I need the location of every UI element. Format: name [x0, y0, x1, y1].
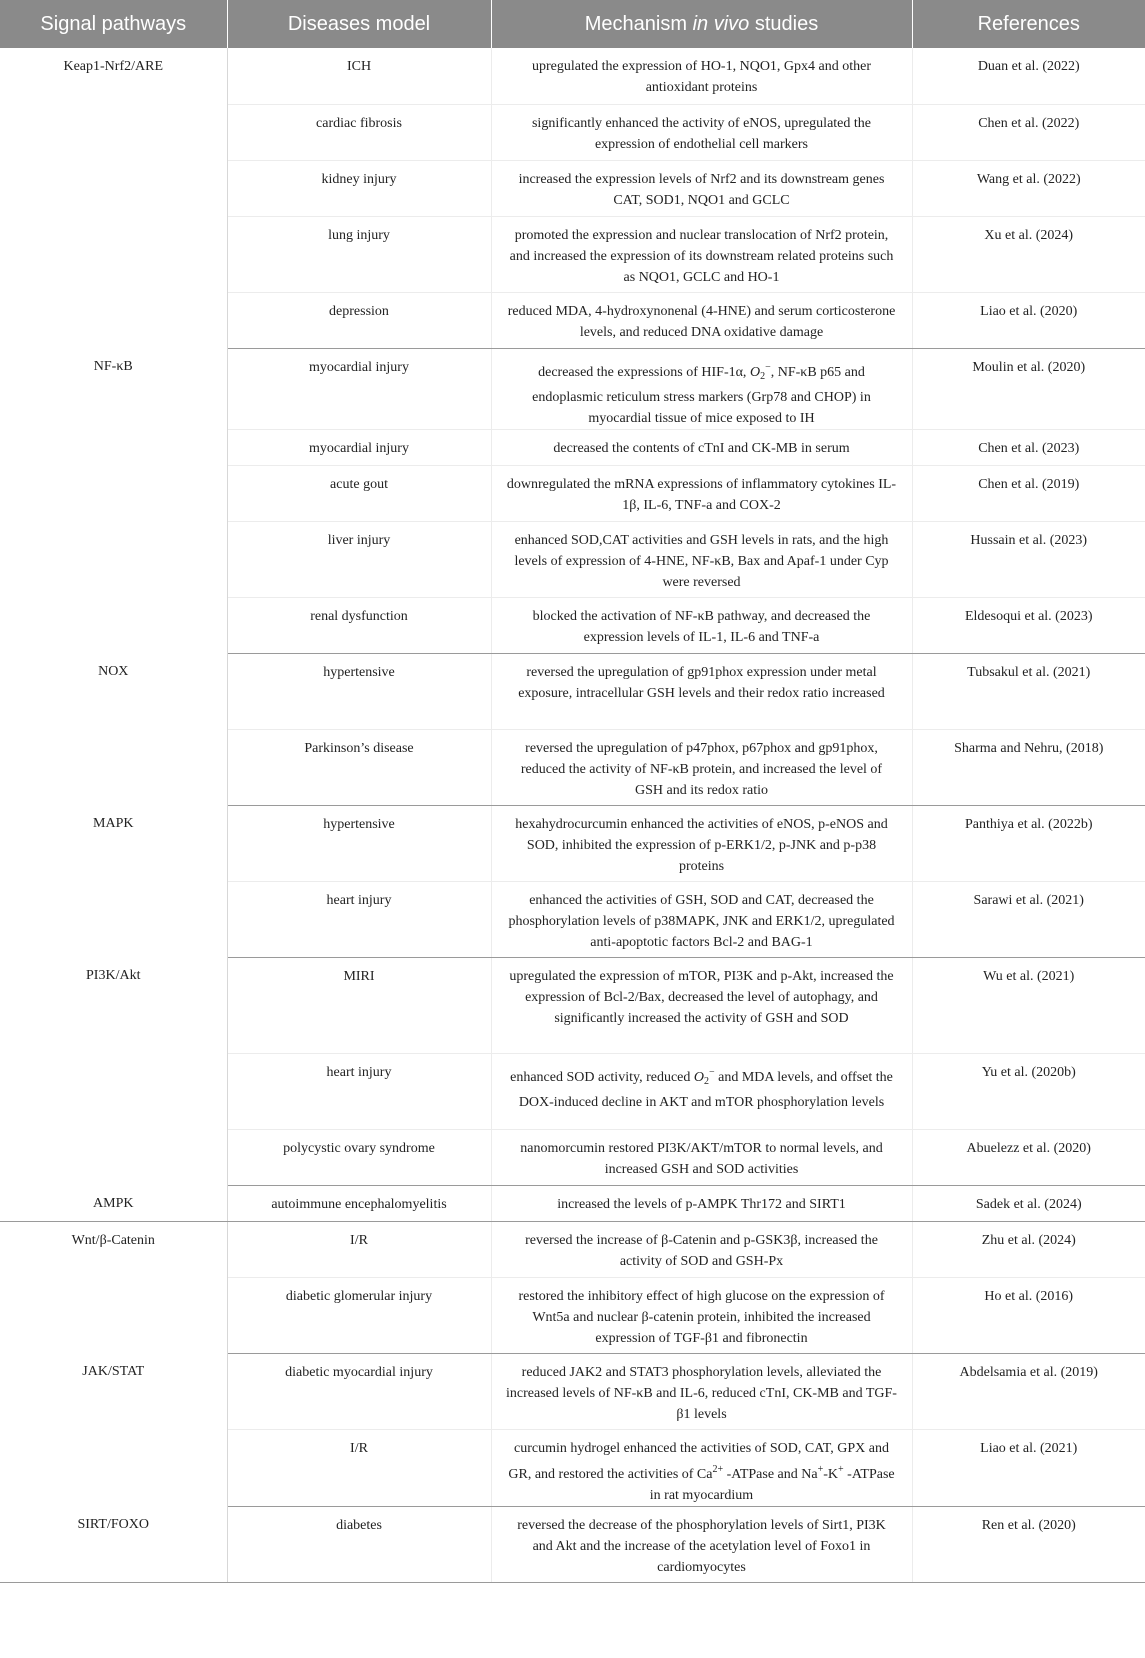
mechanism-cell: enhanced the activities of GSH, SOD and CAT, decreased the phosphorylation levels of p38MAPK, JNK and ERK1/2, upregulated anti-apoptotic factors Bcl-2 and BAG-1 [491, 881, 912, 957]
mechanism-cell: significantly enhanced the activity of eNOS, upregulated the expression of endothelial cell markers [491, 104, 912, 160]
pathway-cell: NF-κB [0, 348, 227, 653]
reference-cell: Wu et al. (2021) [912, 957, 1145, 1053]
table-row [0, 1221, 1145, 1277]
subscript: 2 [760, 370, 766, 382]
disease-model-cell: lung injury [227, 216, 491, 292]
disease-model-cell: acute gout [227, 465, 491, 521]
pathway-cell: NOX [0, 653, 227, 805]
mechanism-cell: enhanced SOD,CAT activities and GSH levels in rats, and the high levels of expression of 4-HNE, NF-κB, Bax and Apaf-1 under Cyp were reversed [491, 521, 912, 597]
disease-model-cell: Parkinson’s disease [227, 729, 491, 805]
mechanism-cell [491, 348, 912, 429]
reference-cell: Yu et al. (2020b) [912, 1053, 1145, 1129]
mechanism-cell: reversed the decrease of the phosphorylation levels of Sirt1, PI3K and Akt and the increase of the acetylation level of Foxo1 in cardiomyocytes [491, 1506, 912, 1582]
reference-cell: Wang et al. (2022) [912, 160, 1145, 216]
header-references: References [912, 0, 1145, 48]
mechanism-cell: reduced MDA, 4-hydroxynonenal (4-HNE) and serum corticosterone levels, and reduced DNA oxidative damage [491, 292, 912, 348]
mechanism-cell [491, 1429, 912, 1506]
reference-cell: Sadek et al. (2024) [912, 1185, 1145, 1221]
reference-cell: Sarawi et al. (2021) [912, 881, 1145, 957]
disease-model-cell: ICH [227, 48, 491, 104]
disease-model-cell: myocardial injury [227, 429, 491, 465]
pathway-cell: MAPK [0, 805, 227, 957]
reference-cell: Eldesoqui et al. (2023) [912, 597, 1145, 653]
mechanism-text-part: and MDA levels, and offset the DOX-induced decline in AKT and mTOR phosphorylation levels [518, 1069, 893, 1110]
superscript: − [765, 361, 771, 373]
header-row [0, 0, 1145, 48]
mechanism-text-part: decreased the expressions of HIF-1α, [538, 364, 750, 380]
mechanism-cell: reversed the upregulation of gp91phox expression under metal exposure, intracellular GSH levels and their redox ratio increased [491, 653, 912, 729]
mechanism-cell: reversed the increase of β-Catenin and p-GSK3β, increased the activity of SOD and GSH-Px [491, 1221, 912, 1277]
table-row [0, 653, 1145, 729]
disease-model-cell: MIRI [227, 957, 491, 1053]
header-signal-pathways: Signal pathways [0, 0, 227, 48]
mechanism-text-part: , NF-κB p65 and endoplasmic reticulum stress markers (Grp78 and CHOP) in myocardial tissue of mice exposed to IH [532, 364, 871, 426]
mechanism-text-part: -ATPase in rat myocardium [649, 1466, 895, 1503]
reference-cell: Panthiya et al. (2022b) [912, 805, 1145, 881]
pathway-cell: AMPK [0, 1185, 227, 1221]
mechanism-cell: reversed the upregulation of p47phox, p67phox and gp91phox, reduced the activity of NF-κB protein, and increased the level of GSH and its redox ratio [491, 729, 912, 805]
mechanism-cell: increased the expression levels of Nrf2 and its downstream genes CAT, SOD1, NQO1 and GCLC [491, 160, 912, 216]
table-row [0, 805, 1145, 881]
mechanism-cell: downregulated the mRNA expressions of inflammatory cytokines IL-1β, IL-6, TNF-a and COX-2 [491, 465, 912, 521]
disease-model-cell: heart injury [227, 881, 491, 957]
reference-cell: Sharma and Nehru, (2018) [912, 729, 1145, 805]
disease-model-cell: hypertensive [227, 805, 491, 881]
disease-model-cell: autoimmune encephalomyelitis [227, 1185, 491, 1221]
mechanism-cell: reduced JAK2 and STAT3 phosphorylation levels, alleviated the increased levels of NF-κB and IL-6, reduced cTnI, CK-MB and TGF-β1 levels [491, 1353, 912, 1429]
disease-model-cell: depression [227, 292, 491, 348]
superscript: − [709, 1066, 715, 1078]
reference-cell: Tubsakul et al. (2021) [912, 653, 1145, 729]
disease-model-cell: I/R [227, 1221, 491, 1277]
subscript: 2 [704, 1075, 709, 1087]
header-mechanism-c: studies [749, 12, 819, 35]
mechanism-cell: restored the inhibitory effect of high glucose on the expression of Wnt5a and nuclear β-catenin protein, inhibited the increased expression of TGF-β1 and fibronectin [491, 1277, 912, 1353]
table-row [0, 48, 1145, 104]
reference-cell: Abuelezz et al. (2020) [912, 1129, 1145, 1185]
superoxide-symbol: O [693, 1069, 704, 1085]
pathway-cell: JAK/STAT [0, 1353, 227, 1506]
reference-cell: Liao et al. (2020) [912, 292, 1145, 348]
superscript: 2+ [712, 1463, 724, 1475]
table-row [0, 1353, 1145, 1429]
mechanism-cell: hexahydrocurcumin enhanced the activities of eNOS, p-eNOS and SOD, inhibited the expression of p-ERK1/2, p-JNK and p-p38 proteins [491, 805, 912, 881]
disease-model-cell: liver injury [227, 521, 491, 597]
header-diseases-model: Diseases model [227, 0, 491, 48]
pathway-cell: Wnt/β-Catenin [0, 1221, 227, 1353]
superoxide-symbol: O [749, 364, 761, 380]
mechanism-cell: increased the levels of p-AMPK Thr172 and SIRT1 [491, 1185, 912, 1221]
reference-cell: Moulin et al. (2020) [912, 348, 1145, 429]
header-mechanism-italic: in vivo [692, 12, 750, 35]
superscript: + [817, 1463, 824, 1475]
table-row [0, 1185, 1145, 1221]
reference-cell: Chen et al. (2022) [912, 104, 1145, 160]
pathway-cell: PI3K/Akt [0, 957, 227, 1185]
mechanism-text-part: enhanced SOD activity, reduced [510, 1069, 694, 1085]
reference-cell: Liao et al. (2021) [912, 1429, 1145, 1506]
reference-cell: Duan et al. (2022) [912, 48, 1145, 104]
table-row [0, 348, 1145, 429]
reference-cell: Ho et al. (2016) [912, 1277, 1145, 1353]
disease-model-cell: diabetic glomerular injury [227, 1277, 491, 1353]
disease-model-cell: hypertensive [227, 653, 491, 729]
pathway-cell: Keap1-Nrf2/ARE [0, 48, 227, 348]
mechanism-cell: nanomorcumin restored PI3K/AKT/mTOR to normal levels, and increased GSH and SOD activities [491, 1129, 912, 1185]
header-mechanism [491, 0, 912, 48]
mechanism-cell: promoted the expression and nuclear translocation of Nrf2 protein, and increased the expression of its downstream related proteins such as NQO1, GCLC and HO-1 [491, 216, 912, 292]
superscript: + [838, 1463, 844, 1475]
mechanism-text-part: -ATPase and Na [723, 1466, 818, 1482]
mechanism-cell: upregulated the expression of HO-1, NQO1, Gpx4 and other antioxidant proteins [491, 48, 912, 104]
table-row [0, 1506, 1145, 1582]
disease-model-cell: renal dysfunction [227, 597, 491, 653]
disease-model-cell: I/R [227, 1429, 491, 1506]
mechanism-cell: blocked the activation of NF-κB pathway, and decreased the expression levels of IL-1, IL-6 and TNF-a [491, 597, 912, 653]
disease-model-cell: polycystic ovary syndrome [227, 1129, 491, 1185]
disease-model-cell: diabetes [227, 1506, 491, 1582]
reference-cell: Chen et al. (2023) [912, 429, 1145, 465]
pathway-cell: SIRT/FOXO [0, 1506, 227, 1582]
disease-model-cell: cardiac fibrosis [227, 104, 491, 160]
mechanism-cell [491, 1053, 912, 1129]
disease-model-cell: diabetic myocardial injury [227, 1353, 491, 1429]
mechanism-text-part: curcumin hydrogel enhanced the activities of SOD, CAT, GPX and GR, and restored the activities of Ca [508, 1440, 889, 1482]
disease-model-cell: myocardial injury [227, 348, 491, 429]
disease-model-cell: heart injury [227, 1053, 491, 1129]
reference-cell: Ren et al. (2020) [912, 1506, 1145, 1582]
reference-cell: Hussain et al. (2023) [912, 521, 1145, 597]
mechanism-cell: decreased the contents of cTnI and CK-MB in serum [491, 429, 912, 465]
reference-cell: Xu et al. (2024) [912, 216, 1145, 292]
reference-cell: Zhu et al. (2024) [912, 1221, 1145, 1277]
reference-cell: Chen et al. (2019) [912, 465, 1145, 521]
mechanism-cell: upregulated the expression of mTOR, PI3K and p-Akt, increased the expression of Bcl-2/Bax, decreased the level of autophagy, and significantly increased the activity of GSH and SOD [491, 957, 912, 1053]
reference-cell: Abdelsamia et al. (2019) [912, 1353, 1145, 1429]
mechanism-text-part: -K [823, 1466, 839, 1482]
header-mechanism-a: Mechanism [584, 12, 693, 35]
table-row [0, 957, 1145, 1053]
disease-model-cell: kidney injury [227, 160, 491, 216]
